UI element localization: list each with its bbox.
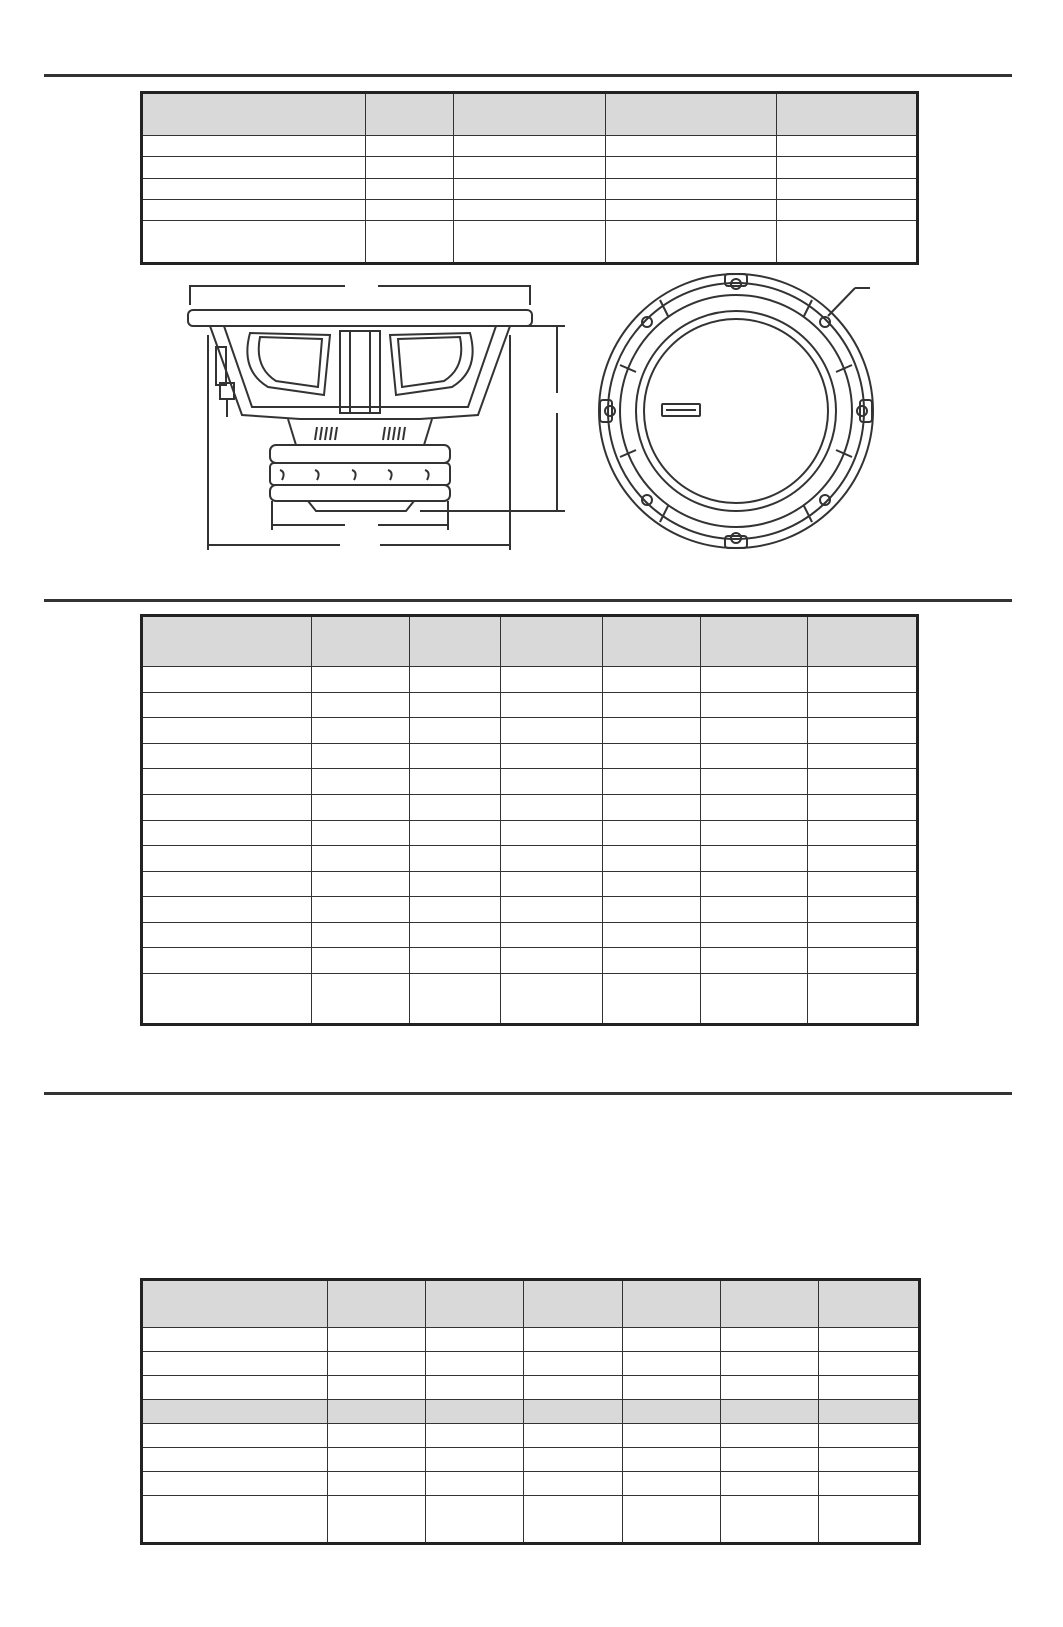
table-row [142, 1424, 920, 1448]
subwoofer-front-view-icon [600, 270, 890, 560]
table-row [142, 794, 918, 820]
table-row [142, 1328, 920, 1352]
table-row [142, 871, 918, 897]
table-row [142, 1352, 920, 1376]
spec-table-top [140, 91, 919, 265]
table-row [142, 199, 918, 220]
table-header-row [142, 1400, 920, 1424]
table-row [142, 948, 918, 974]
table-row [142, 667, 918, 693]
table-row [142, 846, 918, 872]
table-row [142, 718, 918, 744]
table-row [142, 922, 918, 948]
section-rule-middle [44, 599, 1012, 602]
table-row [142, 973, 918, 1024]
table-row [142, 692, 918, 718]
spec-table-middle-body [142, 616, 918, 1025]
table-row [142, 743, 918, 769]
table-row [142, 820, 918, 846]
subwoofer-side-view-icon [180, 275, 580, 555]
table-row [142, 897, 918, 923]
table-row [142, 1376, 920, 1400]
table-row [142, 1472, 920, 1496]
table-row [142, 178, 918, 199]
table-row [142, 221, 918, 264]
table-row [142, 1496, 920, 1544]
table-row [142, 769, 918, 795]
spec-table-middle [140, 614, 919, 1026]
section-rule-bottom [44, 1092, 1012, 1095]
table-header-row [142, 616, 918, 667]
table-row [142, 1448, 920, 1472]
table-row [142, 135, 918, 156]
table-header-row [142, 1280, 920, 1328]
table-row [142, 157, 918, 178]
table-header-row [142, 93, 918, 136]
spec-table-top-body [142, 93, 918, 264]
spec-table-bottom [140, 1278, 921, 1545]
spec-table-bottom-body [142, 1280, 920, 1544]
section-rule-top [44, 74, 1012, 77]
